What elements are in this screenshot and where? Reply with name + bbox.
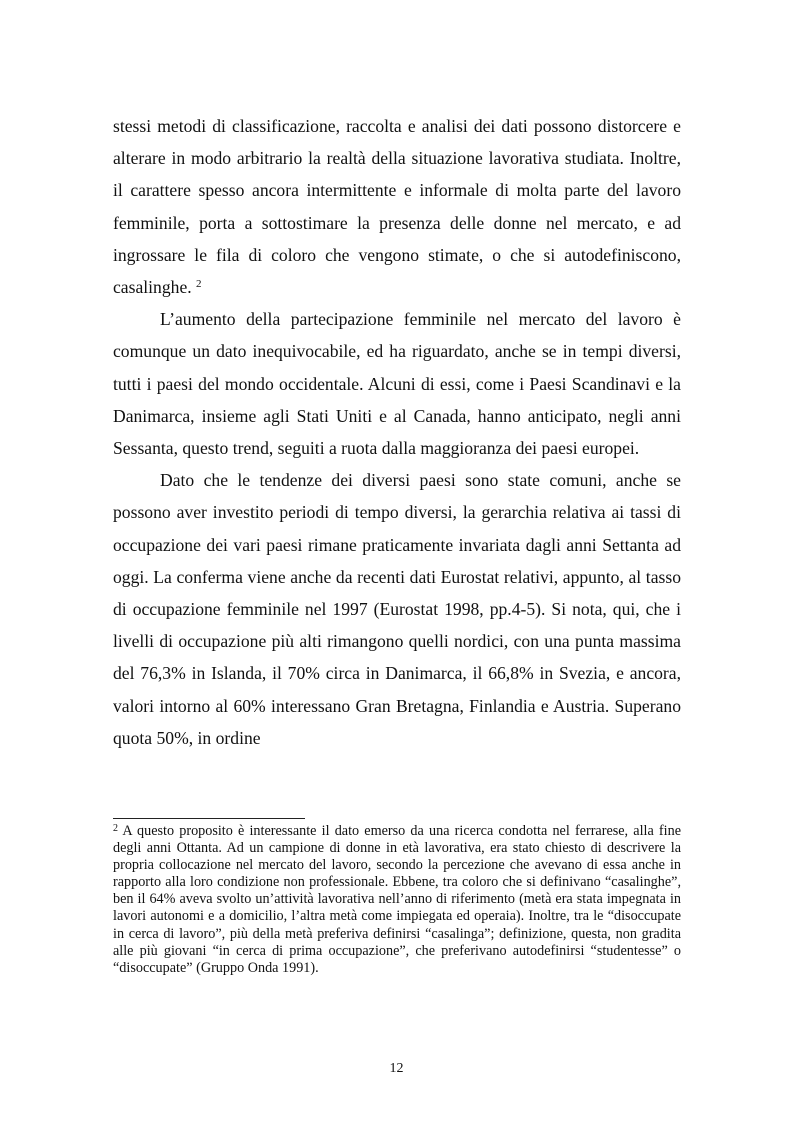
body-text: [113, 110, 681, 754]
footnote: [113, 823, 681, 977]
footnote-text: A questo proposito è interessante il dato emerso da una ricerca condotta nel ferrarese, alla fine degli anni Ottanta. Ad un campione di donne in età lavorativa, era stato chiesto di descrivere la propria collocazione nel mercato del lavoro, secondo la percezione che avevano di essa anche in rapporto alla loro condizione non professionale. Ebbene, tra coloro che si definivano “casalinghe”, ben il 64% aveva svolto un’attività lavorativa nell’anno di riferimento (metà era stata impegnata in lavori autonomi e a domicilio, l’altra metà come impiegata ed operaia). Inoltre, tra le “disoccupate in cerca di lavoro”, più della metà preferiva definirsi “casalinga”; definizione, questa, non gradita alle più giovani “in cerca di prima occupazione”, che preferivano autodefinirsi “studentesse” o “disoccupate” (Gruppo Onda 1991).: [113, 823, 681, 976]
paragraph: L’aumento della partecipazione femminile nel mercato del lavoro è comunque un dato inequivocabile, ed ha riguardato, anche se in tempi diversi, tutti i paesi del mondo occidentale. Alcuni di essi, come i Paesi Scandinavi e la Danimarca, insieme agli Stati Uniti e al Canada, hanno anticipato, negli anni Sessanta, questo trend, seguiti a ruota dalla maggioranza dei paesi europei.: [113, 309, 681, 459]
footnote-divider: [113, 818, 305, 819]
paragraph-continuation: [113, 110, 681, 303]
page-number: 12: [389, 1061, 404, 1076]
paragraph: Dato che le tendenze dei diversi paesi sono state comuni, anche se possono aver investito periodi di tempo diversi, la gerarchia relativa ai tassi di occupazione dei vari paesi rimane praticamente invariata dagli anni Settanta ad oggi. La conferma viene anche da recenti dati Eurostat relativi, appunto, al tasso di occupazione femminile nel 1997 (Eurostat 1998, pp.4-5). Si nota, qui, che i livelli di occupazione più alti rimangono quelli nordici, con una punta massima del 76,3% in Islanda, il 70% circa in Danimarca, il 66,8% in Svezia, e ancora, valori intorno al 60% interessano Gran Bretagna, Finlandia e Austria. Superano quota 50%, in ordine: [113, 470, 681, 748]
footnote-reference: 2: [196, 278, 202, 291]
paragraph-text: stessi metodi di classificazione, raccolta e analisi dei dati possono distorcere e alterare in modo arbitrario la realtà della situazione lavorativa studiata. Inoltre, il carattere spesso ancora intermittente e informale di molta parte del lavoro femminile, porta a sottostimare la presenza delle donne nel mercato, e ad ingrossare le fila di coloro che vengono stimate, o che si autodefiniscono, casalinghe.: [113, 116, 681, 298]
footnote-number: 2: [113, 823, 118, 834]
